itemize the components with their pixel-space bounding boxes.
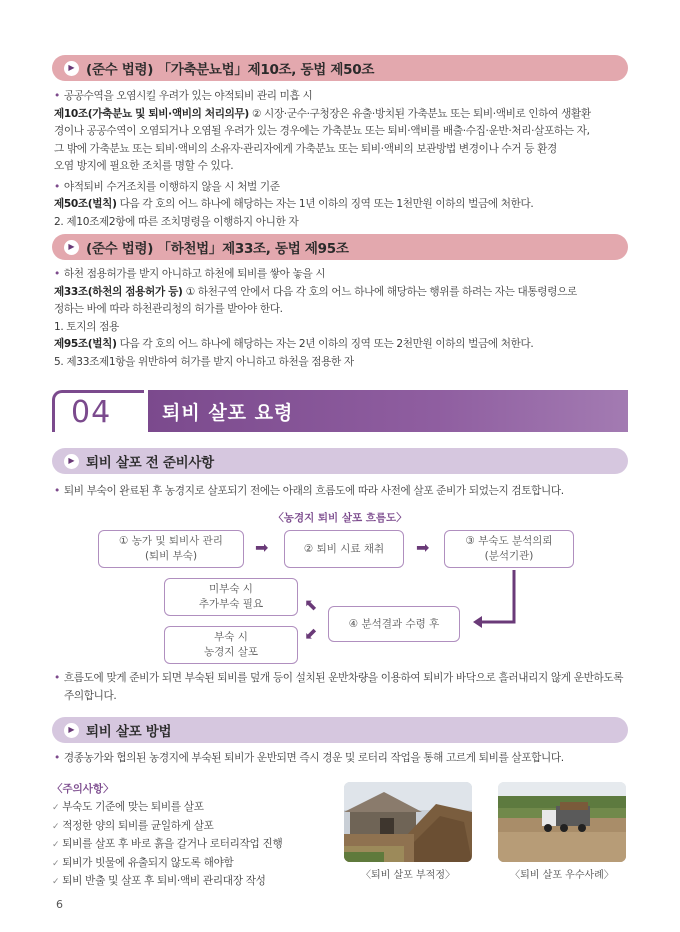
arrow-right-icon: ➡ (255, 538, 269, 557)
prep-note-line-2: 주의합니다. (64, 689, 117, 702)
law-header-river (52, 234, 628, 260)
river-bullet-1: • 하천 점용허가를 받지 아니하고 하천에 퇴비를 쌓아 놓을 시 (54, 266, 634, 284)
livestock-bullet-1: • 공공수역을 오염시킬 우려가 있는 야적퇴비 관리 미흡 시 (54, 88, 634, 106)
livestock-law50-line-2: 2. 제10조제2항에 따른 조치명령을 이행하지 아니한 자 (54, 215, 299, 228)
flow-connector (470, 570, 520, 630)
chevron-right-circle-icon: ▶ (64, 454, 79, 469)
prep-bullet (54, 483, 634, 501)
law-header-river-text: (준수 법령) 「하천법」제33조, 동법 제95조 (86, 241, 349, 257)
flow-box-unripe (164, 578, 298, 616)
river-law95-line-1 (54, 336, 634, 354)
livestock-bullet-2: • 야적퇴비 수거조치를 이행하지 않을 시 처벌 기준 (54, 179, 634, 197)
livestock-law50-line-1 (54, 196, 634, 214)
photo-good-caption: 〈퇴비 살포 우수사례〉 (510, 870, 614, 881)
caution-item: ✓ 퇴비 반출 및 살포 후 퇴비·액비 관리대장 작성 (52, 873, 282, 892)
law95-title: 제95조(벌칙) (54, 338, 117, 350)
law95-text-1: 다음 각 호의 어느 하나에 해당하는 자는 2년 이하의 징역 또는 2천만원 이하의 벌금에 처한다. (116, 338, 534, 350)
flow-box-5-line-1: 미부숙 시 (209, 583, 253, 595)
flow-box-ripe (164, 626, 298, 664)
river-law-text (54, 266, 634, 371)
river-law33-line-1 (54, 284, 634, 302)
law33-title: 제33조(하천의 점용허가 등) (54, 285, 183, 298)
method-bullet (54, 750, 634, 768)
arrow-right-icon: ➡ (416, 538, 430, 557)
flow-box-farm-management (98, 530, 244, 568)
prep-bullet-text: • 퇴비 부숙이 완료된 후 농경지로 살포되기 전에는 아래의 흐름도에 따라 사전에 살포 준비가 되었는지 검토합니다. (54, 483, 634, 501)
livestock-law10-line-4: 오염 방지에 필요한 조치를 명할 수 있다. (54, 160, 234, 172)
flow-box-1-line-2: (퇴비 부숙) (144, 550, 198, 562)
flow-box-2-text: ② 퇴비 시료 채취 (303, 542, 385, 555)
flow-box-analysis-request (444, 530, 574, 568)
law33-text-1: ① 하천구역 안에서 다음 각 호의 어느 하나에 해당하는 행위를 하려는 자는 대통령령으로 (182, 285, 577, 298)
flowchart-title: 〈농경지 퇴비 살포 흐름도〉 (273, 512, 407, 524)
flow-box-1-line-1: ① 농가 및 퇴비사 관리 (119, 535, 223, 547)
prep-note-line-1: • 흐름도에 맞게 준비가 되면 부숙된 퇴비를 덮개 등이 설치된 운반차량을 이용하여 퇴비가 바닥으로 흘러내리지 않게 운반하도록 (54, 670, 634, 688)
section-title-band (148, 390, 628, 432)
caution-list (52, 799, 282, 892)
livestock-law10-line-1 (54, 106, 634, 124)
method-header-text: 퇴비 살포 방법 (86, 724, 172, 740)
law-header-livestock-text: (준수 법령) 「가축분뇨법」제10조, 동법 제50조 (86, 62, 375, 78)
section-banner (52, 390, 628, 432)
photo-good-practice (498, 782, 626, 862)
photo-improper-caption: 〈퇴비 살포 부적정〉 (361, 870, 455, 881)
page-number: 6 (56, 898, 63, 911)
prep-header-text: 퇴비 살포 전 준비사항 (86, 455, 214, 471)
caution-item: ✓ 퇴비를 살포 후 바로 흙을 갈거나 로터리작업 진행 (52, 836, 282, 855)
flow-box-6-line-2: 농경지 살포 (203, 646, 259, 658)
law50-text-1: 다음 각 호의 어느 하나에 해당하는 자는 1년 이하의 징역 또는 1천만원 이하의 벌금에 처한다. (116, 198, 534, 210)
caution-title: 〈주의사항〉 (52, 783, 114, 795)
chevron-right-circle-icon: ▶ (64, 240, 79, 255)
flow-box-3-line-2: (분석기관) (484, 550, 534, 562)
law50-title: 제50조(벌칙) (54, 198, 117, 210)
caution-item: ✓ 적정한 양의 퇴비를 균일하게 살포 (52, 818, 282, 837)
section-number: 04 (71, 395, 112, 430)
section-title: 퇴비 살포 요령 (162, 401, 294, 424)
law10-title: 제10조(가축분뇨 및 퇴비·액비의 처리의무) (54, 107, 249, 120)
flow-box-6-line-1: 부숙 시 (214, 631, 248, 643)
photo-improper-spreading (344, 782, 472, 862)
livestock-law10-line-3: 그 밖에 가축분뇨 또는 퇴비·액비의 소유자·관리자에게 가축분뇨 또는 퇴비·액비의 보관방법 변경이나 수거 등 환경 (54, 142, 557, 155)
method-bullet-text: • 경종농가와 협의된 농경지에 부숙된 퇴비가 운반되면 즉시 경운 및 로터리 작업을 통해 고르게 퇴비를 살포합니다. (54, 750, 634, 768)
flow-box-4-text: ④ 분석결과 수령 후 (348, 617, 440, 630)
river-law95-line-2: 5. 제33조제1항을 위반하여 허가를 받지 아니하고 하천을 점용한 자 (54, 355, 354, 368)
flow-box-5-line-2: 추가부숙 필요 (198, 598, 264, 610)
prep-header (52, 448, 628, 474)
caution-item: ✓ 부숙도 기준에 맞는 퇴비를 살포 (52, 799, 282, 818)
river-law33-line-3: 1. 토지의 점용 (54, 320, 119, 333)
flow-box-3-line-1: ③ 부숙도 분석의뢰 (465, 535, 553, 547)
chevron-right-circle-icon: ▶ (64, 723, 79, 738)
section-number-frame (52, 390, 144, 432)
arrow-upleft-icon: ⬉ (304, 595, 318, 614)
law10-text-1: ② 시장·군수·구청장은 유출·방치된 가축분뇨 또는 퇴비·액비로 인하여 생활환 (248, 107, 591, 120)
law-header-livestock (52, 55, 628, 81)
livestock-law10-line-2: 경이나 공공수역이 오염되거나 오염될 우려가 있는 경우에는 가축분뇨 또는 퇴비·액비를 배출·수집·운반·처리·살포하는 자, (54, 125, 590, 137)
prep-note (54, 670, 634, 705)
flow-box-result-received (328, 606, 460, 642)
arrow-downleft-icon: ⬋ (304, 624, 318, 643)
flow-box-sampling (284, 530, 404, 568)
livestock-law-text (54, 88, 634, 231)
river-law33-line-2: 정하는 바에 따라 하천관리청의 허가를 받아야 한다. (54, 303, 283, 315)
method-header (52, 717, 628, 743)
chevron-right-circle-icon: ▶ (64, 61, 79, 76)
caution-item: ✓ 퇴비가 빗물에 유출되지 않도록 해야함 (52, 855, 282, 874)
